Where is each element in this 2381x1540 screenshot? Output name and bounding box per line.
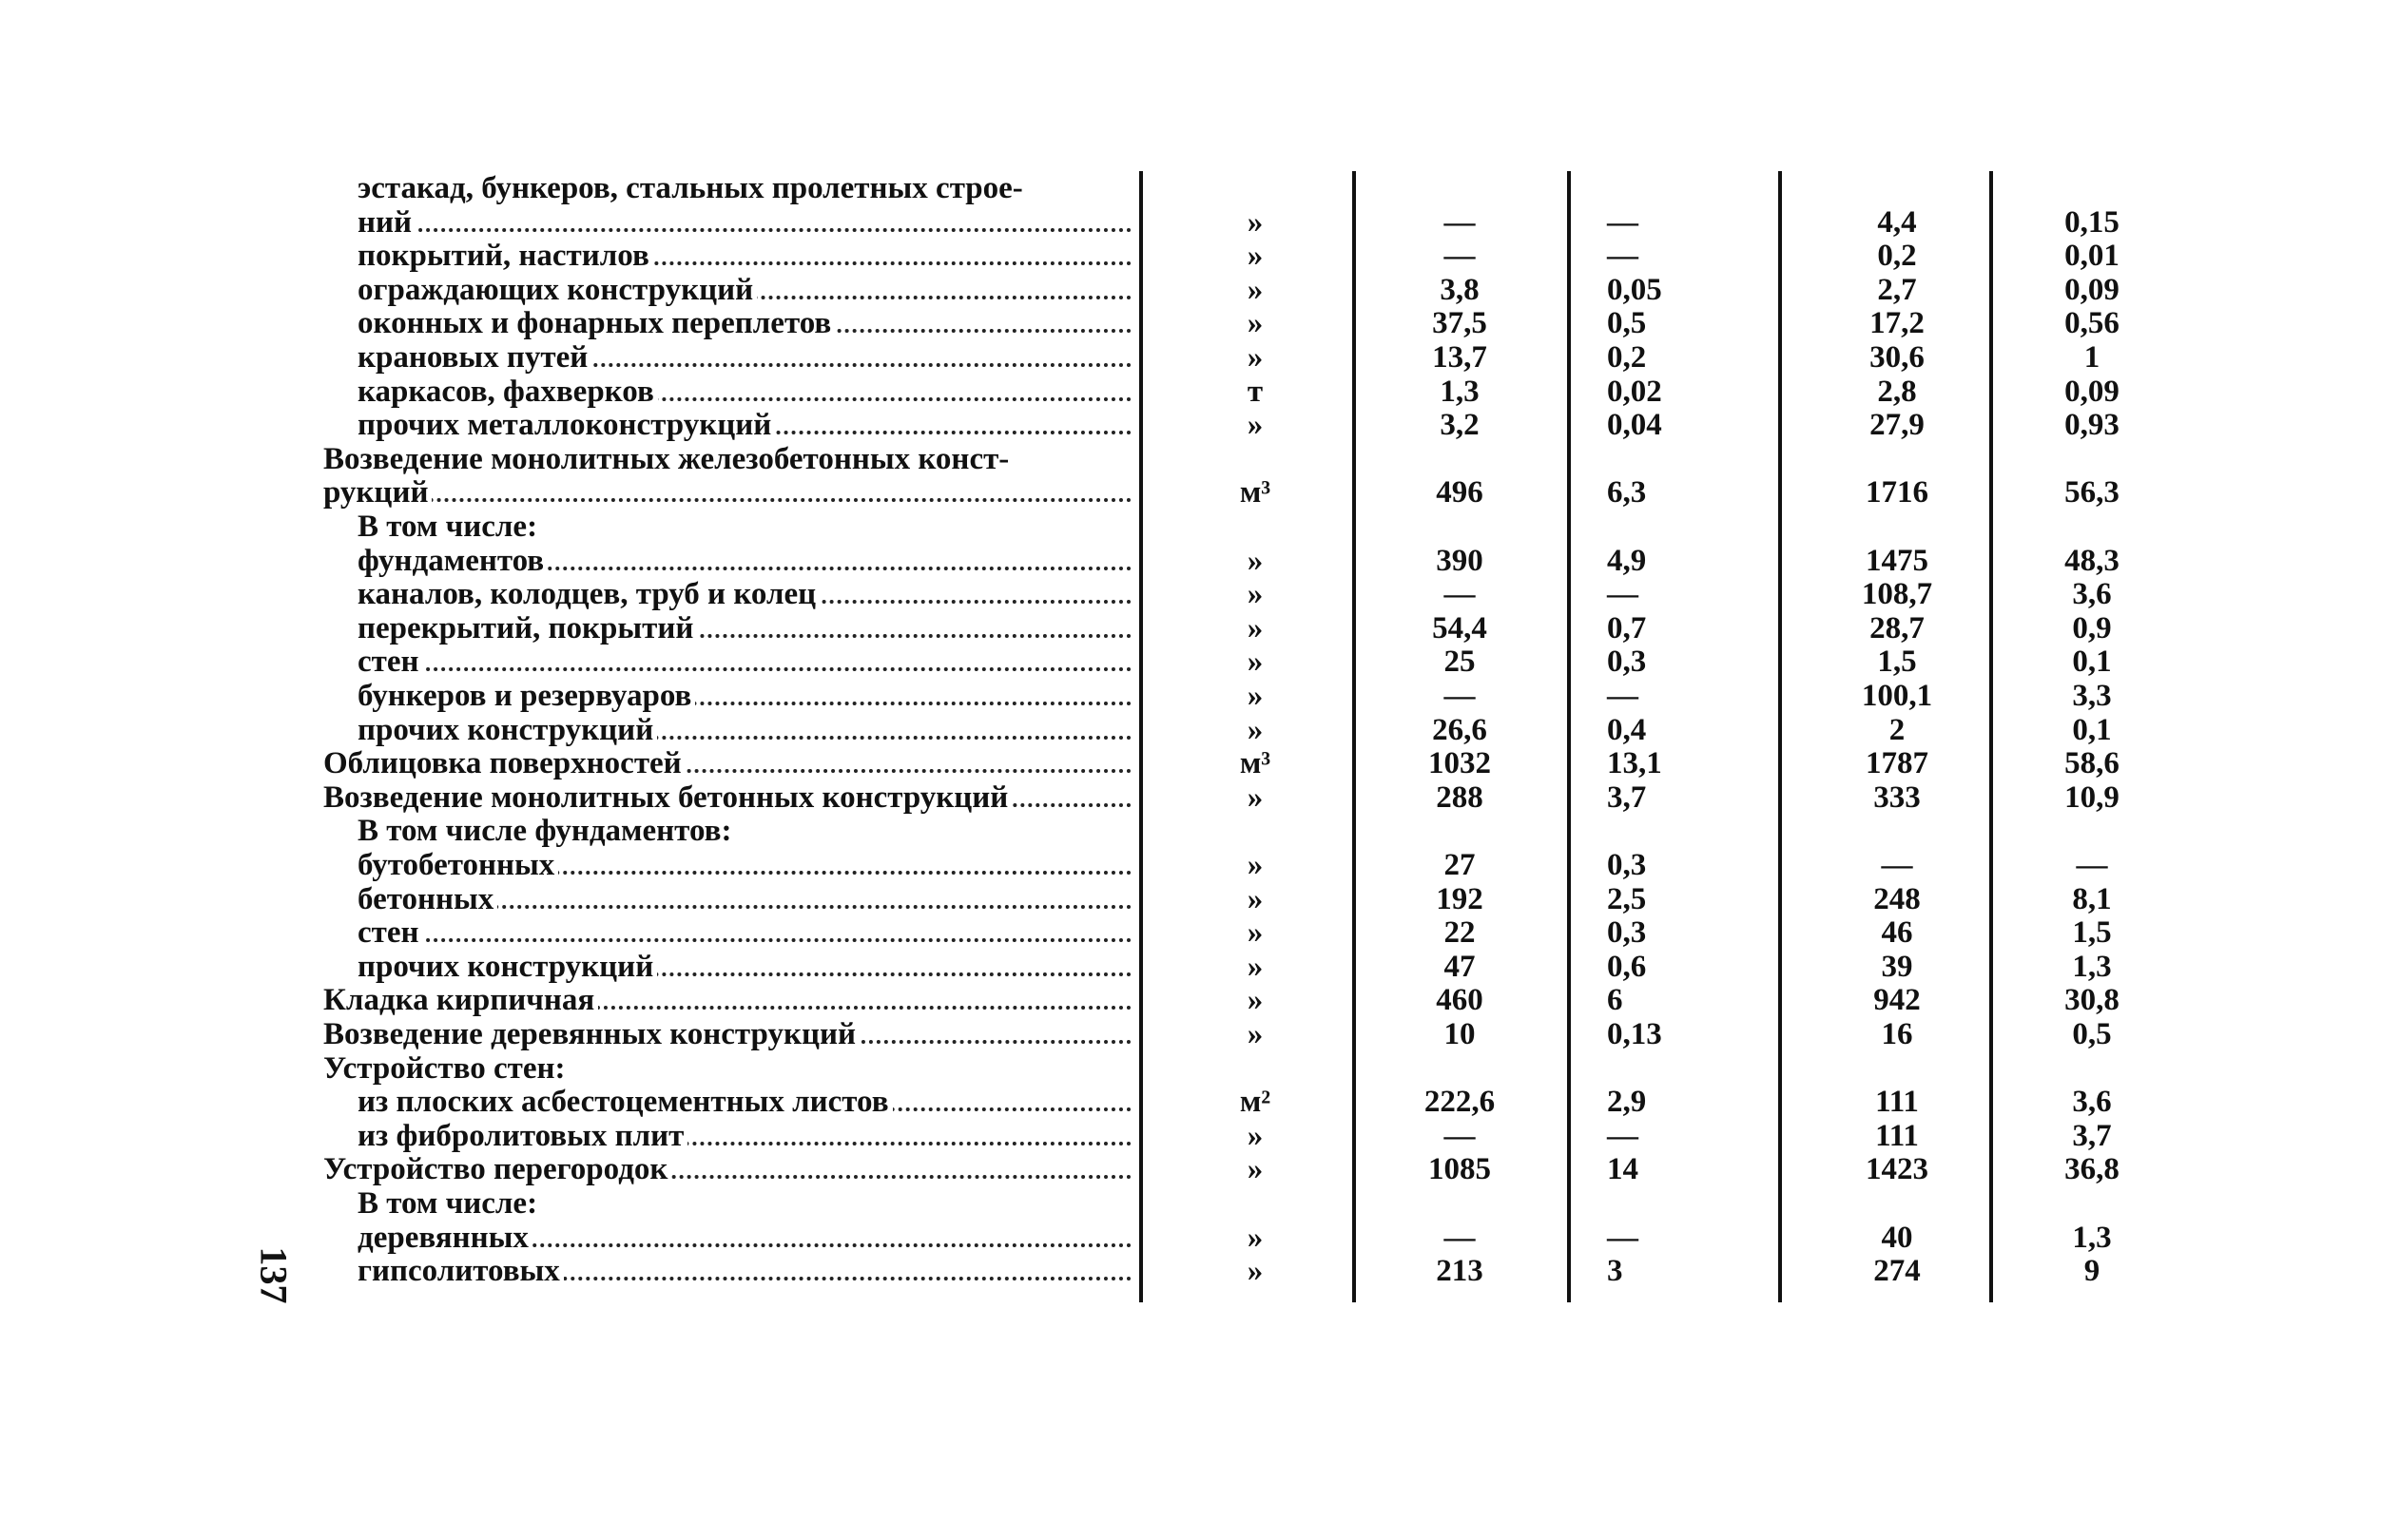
row-label [358, 848, 1132, 882]
value-col4 [2030, 1186, 2154, 1221]
value-col2: — [1607, 204, 1638, 240]
table-row [0, 611, 2381, 645]
value-col4 [2030, 510, 2154, 544]
table-row [0, 1221, 2381, 1255]
row-label-text: В том числе фундаментов: [358, 814, 735, 848]
unit-cell: м³ [1239, 475, 1271, 510]
value-col4: 3,6 [2072, 1085, 2112, 1120]
row-label-text: оконных и фонарных переплетов [358, 306, 835, 340]
row-label-text: Кладка кирпичная [323, 983, 598, 1017]
value-col3: 30,6 [1869, 340, 1925, 375]
row-label-text: Возведение монолитных бетонных конструкций [323, 780, 1012, 815]
row-label [358, 340, 1132, 375]
value-col2 [1607, 1186, 1731, 1221]
value-col1: 1,3 [1440, 374, 1480, 409]
row-label [358, 1221, 1132, 1255]
value-col2: — [1607, 679, 1638, 713]
value-col3: 100,1 [1861, 679, 1933, 713]
value-col1: 1085 [1428, 1152, 1491, 1187]
value-col3: 942 [1873, 983, 1921, 1018]
table-row [0, 679, 2381, 713]
value-col2: — [1607, 577, 1638, 612]
value-col1: — [1443, 204, 1476, 240]
value-col1: 390 [1436, 543, 1483, 578]
value-col2: 0,04 [1607, 408, 1662, 443]
value-col1 [1388, 1186, 1531, 1221]
value-col1: — [1443, 239, 1476, 274]
unit-cell: » [1247, 340, 1264, 375]
value-col4: 3,6 [2072, 577, 2112, 612]
table-row [0, 340, 2381, 375]
row-label [358, 171, 1132, 205]
value-col4: 9 [2083, 1254, 2100, 1289]
value-col3: — [1881, 848, 1913, 882]
value-col3: 2,8 [1877, 374, 1917, 409]
unit-cell: т [1247, 374, 1264, 409]
row-label-text: Облицовка поверхностей [323, 746, 686, 780]
value-col1: 13,7 [1432, 340, 1487, 375]
table-row [0, 1085, 2381, 1119]
value-col2: 0,3 [1607, 848, 1647, 882]
unit-cell: » [1247, 272, 1264, 307]
row-label-text: крановых путей [358, 340, 591, 375]
value-col1: 192 [1436, 881, 1483, 916]
value-col2: 0,13 [1607, 1017, 1662, 1051]
table-row [0, 510, 2381, 544]
value-col1: 22 [1443, 915, 1476, 951]
value-col1: 47 [1443, 949, 1476, 984]
value-col2 [1607, 814, 1731, 848]
row-label [323, 442, 1132, 476]
value-col2 [1607, 510, 1731, 544]
row-label [358, 679, 1132, 713]
table-row [0, 171, 2381, 205]
unit-cell: » [1247, 1220, 1264, 1255]
row-label-text: фундаментов [358, 544, 548, 578]
unit-cell [1227, 814, 1284, 848]
row-label [358, 611, 1132, 645]
row-label [358, 273, 1132, 307]
value-col3: 274 [1873, 1254, 1921, 1289]
value-col2: 13,1 [1607, 746, 1662, 781]
unit-cell [1227, 1186, 1284, 1221]
value-col2: — [1607, 239, 1638, 274]
unit-cell: » [1247, 543, 1264, 578]
unit-cell: » [1247, 408, 1264, 443]
value-col4: 0,93 [2064, 408, 2120, 443]
table-row [0, 577, 2381, 611]
unit-cell [1227, 510, 1284, 544]
row-label [358, 544, 1132, 578]
value-col3: 111 [1875, 1085, 1919, 1120]
table-row [0, 544, 2381, 578]
table-row [0, 780, 2381, 815]
unit-cell [1227, 171, 1284, 205]
value-col1: 213 [1436, 1254, 1483, 1289]
value-col3: 39 [1881, 949, 1913, 984]
value-col3 [1826, 442, 1968, 476]
value-col1 [1388, 171, 1531, 205]
table-row [0, 1051, 2381, 1086]
unit-cell: » [1247, 848, 1264, 882]
unit-cell: м² [1239, 1085, 1271, 1120]
row-label-text: деревянных [358, 1221, 532, 1255]
row-label [358, 814, 1132, 848]
value-col4: 3,7 [2072, 1118, 2112, 1153]
table-row [0, 442, 2381, 476]
table-row [0, 375, 2381, 409]
value-col3: 248 [1873, 881, 1921, 916]
unit-cell: » [1247, 881, 1264, 916]
value-col4: 0,9 [2072, 610, 2112, 645]
value-col4: 10,9 [2064, 780, 2120, 815]
value-col3 [1826, 1186, 1968, 1221]
value-col4: 58,6 [2064, 746, 2120, 781]
row-label-text: бункеров и резервуаров [358, 679, 695, 713]
row-label [358, 1186, 1132, 1221]
value-col2: 0,5 [1607, 306, 1647, 341]
row-label-text: В том числе: [358, 1186, 541, 1221]
row-label-text: каркасов, фахверков [358, 375, 658, 409]
table-row [0, 848, 2381, 882]
value-col1: 26,6 [1432, 712, 1487, 747]
value-col4: 1,3 [2072, 1220, 2112, 1255]
value-col2: 3,7 [1607, 780, 1647, 815]
value-col1: 10 [1443, 1017, 1476, 1051]
value-col2 [1607, 1051, 1731, 1086]
value-col3: 333 [1873, 780, 1921, 815]
value-col1 [1388, 510, 1531, 544]
value-col4: 0,1 [2072, 645, 2112, 680]
value-col2: — [1607, 1118, 1638, 1153]
row-label [358, 205, 1132, 240]
row-label [358, 915, 1132, 950]
row-label-text: Устройство стен: [323, 1051, 570, 1086]
value-col2: 0,3 [1607, 645, 1647, 680]
table-row [0, 1017, 2381, 1051]
row-label-text: стен [358, 645, 423, 679]
row-label-text: каналов, колодцев, труб и колец [358, 577, 820, 611]
value-col3: 2 [1888, 712, 1906, 747]
value-col4: 8,1 [2072, 881, 2112, 916]
value-col1: — [1443, 679, 1476, 713]
table-row [0, 1119, 2381, 1153]
value-col3: 1787 [1866, 746, 1928, 781]
value-col2: 0,2 [1607, 340, 1647, 375]
unit-cell: » [1247, 306, 1264, 341]
row-label-text: В том числе: [358, 510, 541, 544]
value-col1 [1388, 1051, 1531, 1086]
value-col4: 0,5 [2072, 1017, 2112, 1051]
table-row [0, 915, 2381, 950]
value-col4: 56,3 [2064, 475, 2120, 510]
value-col3: 27,9 [1869, 408, 1925, 443]
table-row [0, 1254, 2381, 1288]
table-row [0, 645, 2381, 679]
row-label-text: бутобетонных [358, 848, 558, 882]
table-row [0, 1152, 2381, 1186]
value-col4: 0,09 [2064, 374, 2120, 409]
value-col3: 0,2 [1877, 239, 1917, 274]
table-row [0, 814, 2381, 848]
unit-cell: » [1247, 1118, 1264, 1153]
row-label-text: Возведение деревянных конструкций [323, 1017, 860, 1051]
row-label [358, 882, 1132, 916]
unit-cell [1227, 442, 1284, 476]
value-col4: 30,8 [2064, 983, 2120, 1018]
value-col4: 48,3 [2064, 543, 2120, 578]
value-col4 [2030, 1051, 2154, 1086]
row-label [358, 306, 1132, 340]
value-col3 [1826, 1051, 1968, 1086]
leader-dots [358, 667, 1132, 671]
row-label-text: из фибролитовых плит [358, 1119, 687, 1153]
row-label [323, 746, 1132, 780]
table-row [0, 205, 2381, 240]
value-col2: 0,02 [1607, 374, 1662, 409]
value-col1: 3,8 [1440, 272, 1480, 307]
unit-cell: » [1247, 780, 1264, 815]
value-col2: 0,05 [1607, 272, 1662, 307]
unit-cell: » [1247, 204, 1264, 240]
row-label-text: гипсолитовых [358, 1254, 564, 1288]
value-col3: 111 [1875, 1118, 1919, 1153]
row-label [358, 375, 1132, 409]
value-col1: 37,5 [1432, 306, 1487, 341]
unit-cell: » [1247, 1017, 1264, 1051]
value-col3: 1,5 [1877, 645, 1917, 680]
table-row [0, 408, 2381, 442]
row-label [358, 713, 1132, 747]
row-label-text: Устройство перегородок [323, 1152, 671, 1186]
leader-dots [358, 228, 1132, 232]
value-col3: 4,4 [1877, 204, 1917, 240]
value-col1: 3,2 [1440, 408, 1480, 443]
row-label [358, 645, 1132, 679]
table-row [0, 1186, 2381, 1221]
value-col2: 0,4 [1607, 712, 1647, 747]
table-row [0, 475, 2381, 510]
table-row [0, 746, 2381, 780]
value-col2: 0,3 [1607, 915, 1647, 951]
value-col2: 3 [1607, 1254, 1623, 1289]
value-col3: 17,2 [1869, 306, 1925, 341]
table-row [0, 983, 2381, 1017]
value-col3: 46 [1881, 915, 1913, 951]
unit-cell: м³ [1239, 746, 1271, 781]
row-label-text: прочих конструкций [358, 950, 657, 984]
row-label [358, 1119, 1132, 1153]
value-col1: 460 [1436, 983, 1483, 1018]
value-col4: 0,56 [2064, 306, 2120, 341]
unit-cell: » [1247, 679, 1264, 713]
leader-dots [358, 938, 1132, 942]
value-col2: 2,5 [1607, 881, 1647, 916]
table-row [0, 239, 2381, 273]
value-col1 [1388, 442, 1531, 476]
row-label-text: эстакад, бункеров, стальных пролетных строе- [358, 171, 1027, 205]
unit-cell: » [1247, 645, 1264, 680]
value-col1 [1388, 814, 1531, 848]
value-col2: 0,6 [1607, 949, 1647, 984]
row-label-text: из плоских асбестоцементных листов [358, 1085, 893, 1119]
value-col1: 54,4 [1432, 610, 1487, 645]
value-col4: 3,3 [2072, 679, 2112, 713]
unit-cell: » [1247, 1152, 1264, 1187]
value-col2: 6 [1607, 983, 1623, 1018]
unit-cell: » [1247, 915, 1264, 951]
row-label [323, 1017, 1132, 1051]
unit-cell: » [1247, 577, 1264, 612]
row-label-text: ний [358, 205, 416, 240]
value-col1: — [1443, 577, 1476, 612]
value-col1: 288 [1436, 780, 1483, 815]
row-label [358, 577, 1132, 611]
value-col3: 40 [1881, 1220, 1913, 1255]
value-col2 [1607, 442, 1731, 476]
row-label [323, 1051, 1132, 1086]
value-col3 [1826, 814, 1968, 848]
value-col2 [1607, 171, 1731, 205]
unit-cell: » [1247, 1254, 1264, 1289]
row-label [358, 510, 1132, 544]
value-col1: 496 [1436, 475, 1483, 510]
value-col1: — [1443, 1118, 1476, 1153]
row-label-text: прочих металлоконструкций [358, 408, 775, 442]
row-label [323, 983, 1132, 1017]
row-label [323, 780, 1132, 815]
value-col4 [2030, 814, 2154, 848]
unit-cell: » [1247, 983, 1264, 1018]
value-col3: 1716 [1866, 475, 1928, 510]
value-col3: 1475 [1866, 543, 1928, 578]
row-label-text: рукций [323, 475, 432, 510]
row-label-text: стен [358, 915, 423, 950]
value-col4: 36,8 [2064, 1152, 2120, 1187]
row-label [358, 1254, 1132, 1288]
unit-cell: » [1247, 239, 1264, 274]
row-label-text: бетонных [358, 882, 497, 916]
value-col2: 2,9 [1607, 1085, 1647, 1120]
value-col3: 16 [1881, 1017, 1913, 1051]
value-col4: 1 [2083, 340, 2100, 375]
value-col3: 1423 [1866, 1152, 1928, 1187]
table-row [0, 306, 2381, 340]
value-col4: 0,09 [2064, 272, 2120, 307]
unit-cell [1227, 1051, 1284, 1086]
row-label [358, 408, 1132, 442]
unit-cell: » [1247, 610, 1264, 645]
value-col2: — [1607, 1220, 1638, 1255]
value-col4: 1,5 [2072, 915, 2112, 951]
row-label-text: перекрытий, покрытий [358, 611, 697, 645]
row-label [358, 239, 1132, 273]
leader-dots [323, 498, 1132, 502]
value-col3: 28,7 [1869, 610, 1925, 645]
value-col1: — [1443, 1220, 1476, 1255]
table-row [0, 882, 2381, 916]
value-col1: 222,6 [1423, 1085, 1496, 1120]
row-label-text: Возведение монолитных железобетонных конст- [323, 442, 1013, 476]
row-label [323, 475, 1132, 510]
value-col1: 27 [1443, 848, 1476, 882]
value-col2: 6,3 [1607, 475, 1647, 510]
table-row [0, 713, 2381, 747]
unit-cell: » [1247, 712, 1264, 747]
value-col3 [1826, 171, 1968, 205]
value-col4: 1,3 [2072, 949, 2112, 984]
row-label [358, 1085, 1132, 1119]
value-col4: 0,01 [2064, 239, 2120, 274]
row-label-text: покрытий, настилов [358, 239, 653, 273]
value-col4: — [2076, 848, 2108, 882]
value-col3: 2,7 [1877, 272, 1917, 307]
value-col4 [2030, 171, 2154, 205]
value-col2: 0,7 [1607, 610, 1647, 645]
row-label-text: ограждающих конструкций [358, 273, 757, 307]
value-col3: 108,7 [1861, 577, 1933, 612]
row-label-text: прочих конструкций [358, 713, 657, 747]
value-col1: 1032 [1428, 746, 1491, 781]
row-label [323, 1152, 1132, 1186]
value-col4: 0,15 [2064, 204, 2120, 240]
value-col1: 25 [1443, 645, 1476, 680]
row-label [358, 950, 1132, 984]
value-col4 [2030, 442, 2154, 476]
table-row [0, 273, 2381, 307]
value-col2: 4,9 [1607, 543, 1647, 578]
value-col2: 14 [1607, 1152, 1638, 1187]
value-col3 [1826, 510, 1968, 544]
unit-cell: » [1247, 949, 1264, 984]
page-number: 137 [252, 1246, 296, 1304]
value-col4: 0,1 [2072, 712, 2112, 747]
table-row [0, 950, 2381, 984]
